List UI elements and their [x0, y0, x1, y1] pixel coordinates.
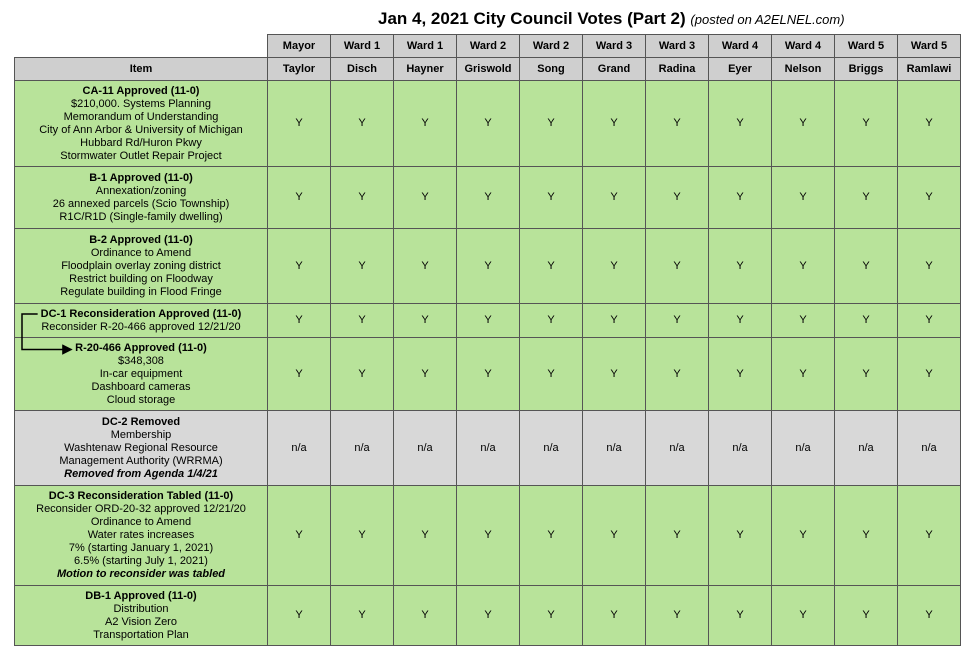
- vote-cell: Y: [898, 486, 961, 586]
- vote-cell: Y: [709, 586, 772, 646]
- vote-cell: Y: [583, 486, 646, 586]
- page-title: [378, 9, 978, 29]
- vote-cell: Y: [835, 486, 898, 586]
- vote-cell: Y: [268, 229, 331, 304]
- item-title: CA-11 Approved (11-0): [82, 84, 200, 97]
- item-cell: [15, 81, 268, 167]
- item-cell: [15, 304, 268, 338]
- table-row: [15, 304, 961, 338]
- item-detail-line: City of Ann Arbor & University of Michigan: [39, 123, 243, 136]
- vote-cell: Y: [268, 586, 331, 646]
- vote-cell: Y: [520, 304, 583, 338]
- vote-cell: n/a: [457, 411, 520, 486]
- vote-cell: Y: [268, 486, 331, 586]
- table-row: [15, 229, 961, 304]
- vote-cell: Y: [394, 81, 457, 167]
- vote-cell: Y: [520, 81, 583, 167]
- item-detail-line: Restrict building on Floodway: [69, 272, 213, 285]
- item-detail-line: Floodplain overlay zoning district: [61, 259, 221, 272]
- vote-cell: Y: [457, 486, 520, 586]
- member-header: Griswold: [457, 58, 520, 81]
- item-cell: [15, 338, 268, 411]
- votes-table: [14, 34, 961, 646]
- vote-cell: Y: [520, 229, 583, 304]
- vote-cell: Y: [772, 338, 835, 411]
- vote-cell: Y: [394, 304, 457, 338]
- vote-cell: Y: [709, 229, 772, 304]
- table-row: [15, 338, 961, 411]
- ward-header: Ward 3: [646, 35, 709, 58]
- item-detail-line: Hubbard Rd/Huron Pkwy: [80, 136, 202, 149]
- vote-cell: Y: [835, 81, 898, 167]
- item-detail-line: 6.5% (starting July 1, 2021): [74, 555, 208, 567]
- vote-cell: Y: [394, 167, 457, 229]
- vote-cell: Y: [772, 304, 835, 338]
- vote-cell: Y: [520, 167, 583, 229]
- item-detail-line: Reconsider R-20-466 approved 12/21/20: [41, 320, 241, 333]
- vote-cell: Y: [709, 338, 772, 411]
- vote-cell: Y: [835, 304, 898, 338]
- vote-cell: Y: [331, 81, 394, 167]
- vote-cell: Y: [457, 229, 520, 304]
- item-cell: [15, 167, 268, 229]
- vote-cell: Y: [457, 304, 520, 338]
- vote-cell: Y: [898, 229, 961, 304]
- vote-cell: Y: [268, 81, 331, 167]
- vote-cell: n/a: [772, 411, 835, 486]
- member-header: Song: [520, 58, 583, 81]
- vote-cell: Y: [394, 338, 457, 411]
- item-detail-line: Stormwater Outlet Repair Project: [60, 149, 222, 162]
- vote-cell: Y: [709, 81, 772, 167]
- vote-cell: Y: [646, 486, 709, 586]
- header-row-ward: [15, 35, 961, 58]
- vote-cell: Y: [835, 586, 898, 646]
- title-text: Jan 4, 2021 City Council Votes (Part 2): [378, 9, 686, 28]
- ward-header: Mayor: [268, 35, 331, 58]
- item-detail-line: Memorandum of Understanding: [63, 110, 219, 123]
- vote-cell: Y: [835, 338, 898, 411]
- vote-cell: n/a: [331, 411, 394, 486]
- vote-cell: Y: [583, 81, 646, 167]
- vote-cell: Y: [835, 229, 898, 304]
- item-detail-line: 26 annexed parcels (Scio Township): [52, 197, 230, 210]
- item-cell: [15, 586, 268, 646]
- member-header: Disch: [331, 58, 394, 81]
- item-detail-line: A2 Vision Zero: [105, 615, 177, 628]
- vote-cell: Y: [583, 229, 646, 304]
- vote-cell: n/a: [583, 411, 646, 486]
- member-header: Ramlawi: [898, 58, 961, 81]
- vote-cell: Y: [457, 338, 520, 411]
- vote-cell: Y: [457, 167, 520, 229]
- vote-cell: Y: [457, 81, 520, 167]
- item-title: B-1 Approved (11-0): [89, 171, 193, 184]
- vote-cell: Y: [772, 167, 835, 229]
- item-detail-line: Dashboard cameras: [91, 380, 191, 393]
- vote-cell: Y: [772, 229, 835, 304]
- item-title: DC-2 Removed: [101, 415, 181, 428]
- vote-cell: Y: [331, 229, 394, 304]
- item-detail-line: Distribution: [113, 602, 169, 615]
- ward-header: Ward 2: [457, 35, 520, 58]
- item-detail-line: Washtenaw Regional Resource: [64, 441, 218, 454]
- vote-cell: n/a: [268, 411, 331, 486]
- vote-cell: Y: [898, 338, 961, 411]
- vote-cell: n/a: [709, 411, 772, 486]
- item-detail-line: Water rates increases: [87, 529, 195, 541]
- vote-cell: Y: [709, 167, 772, 229]
- vote-cell: Y: [583, 338, 646, 411]
- vote-cell: Y: [520, 586, 583, 646]
- item-detail-line: Regulate building in Flood Fringe: [60, 285, 222, 298]
- vote-cell: Y: [457, 586, 520, 646]
- item-title: DB-1 Approved (11-0): [85, 589, 197, 602]
- item-header: Item: [15, 58, 268, 81]
- vote-cell: Y: [709, 486, 772, 586]
- vote-cell: Y: [772, 486, 835, 586]
- vote-cell: Y: [709, 304, 772, 338]
- header-row-name: [15, 58, 961, 81]
- ward-header: Ward 3: [583, 35, 646, 58]
- vote-cell: Y: [898, 167, 961, 229]
- vote-cell: Y: [331, 304, 394, 338]
- item-detail-line: Ordinance to Amend: [90, 246, 192, 259]
- vote-cell: Y: [646, 304, 709, 338]
- vote-cell: Y: [394, 229, 457, 304]
- vote-cell: Y: [646, 586, 709, 646]
- member-header: Nelson: [772, 58, 835, 81]
- item-detail-line: $348,308: [118, 354, 164, 367]
- vote-cell: Y: [835, 167, 898, 229]
- item-detail-line: 7% (starting January 1, 2021): [68, 542, 214, 554]
- item-note: Motion to reconsider was tabled: [56, 568, 226, 580]
- vote-cell: Y: [772, 586, 835, 646]
- vote-cell: Y: [583, 586, 646, 646]
- item-detail-line: Annexation/zoning: [95, 184, 187, 197]
- ward-header: Ward 1: [331, 35, 394, 58]
- vote-cell: Y: [646, 229, 709, 304]
- vote-cell: n/a: [520, 411, 583, 486]
- vote-cell: n/a: [898, 411, 961, 486]
- vote-cell: Y: [898, 81, 961, 167]
- table-row: [15, 411, 961, 486]
- vote-cell: Y: [331, 338, 394, 411]
- vote-cell: Y: [583, 304, 646, 338]
- vote-cell: Y: [646, 81, 709, 167]
- table-row: [15, 81, 961, 167]
- ward-header: Ward 1: [394, 35, 457, 58]
- item-detail-line: Management Authority (WRRMA): [59, 454, 223, 467]
- vote-cell: n/a: [394, 411, 457, 486]
- title-subtitle: (posted on A2ELNEL.com): [690, 12, 845, 27]
- vote-cell: Y: [268, 338, 331, 411]
- member-header: Eyer: [709, 58, 772, 81]
- vote-cell: n/a: [646, 411, 709, 486]
- vote-cell: Y: [331, 167, 394, 229]
- item-title: DC-3 Reconsideration Tabled (11-0): [48, 490, 234, 502]
- vote-cell: Y: [331, 586, 394, 646]
- vote-cell: Y: [898, 586, 961, 646]
- item-detail-line: Reconsider ORD-20-32 approved 12/21/20: [36, 503, 246, 515]
- table-row: [15, 586, 961, 646]
- item-detail-line: Cloud storage: [106, 393, 176, 406]
- ward-header: Ward 5: [835, 35, 898, 58]
- item-cell: [15, 411, 268, 486]
- item-detail-line: R1C/R1D (Single-family dwelling): [59, 210, 223, 223]
- vote-cell: Y: [520, 486, 583, 586]
- ward-header: Ward 5: [898, 35, 961, 58]
- vote-cell: Y: [646, 338, 709, 411]
- vote-cell: Y: [520, 338, 583, 411]
- ward-header: Ward 4: [709, 35, 772, 58]
- vote-cell: n/a: [835, 411, 898, 486]
- vote-cell: Y: [394, 486, 457, 586]
- item-detail-line: In-car equipment: [99, 367, 183, 380]
- item-detail-line: $210,000. Systems Planning: [70, 97, 212, 110]
- member-header: Grand: [583, 58, 646, 81]
- vote-cell: Y: [394, 586, 457, 646]
- member-header: Radina: [646, 58, 709, 81]
- vote-cell: Y: [772, 81, 835, 167]
- vote-cell: Y: [583, 167, 646, 229]
- vote-cell: Y: [331, 486, 394, 586]
- item-title: B-2 Approved (11-0): [89, 233, 193, 246]
- vote-cell: Y: [268, 304, 331, 338]
- votes-body: [15, 81, 961, 646]
- item-detail-line: Transportation Plan: [93, 628, 189, 641]
- table-row: [15, 486, 961, 586]
- table-row: [15, 167, 961, 229]
- header-blank: [15, 35, 268, 58]
- item-note: Removed from Agenda 1/4/21: [64, 467, 218, 480]
- item-cell: [15, 229, 268, 304]
- ward-header: Ward 4: [772, 35, 835, 58]
- item-cell: [15, 486, 268, 586]
- item-detail-line: Ordinance to Amend: [90, 516, 192, 528]
- item-title: R-20-466 Approved (11-0): [75, 341, 207, 354]
- member-header: Taylor: [268, 58, 331, 81]
- member-header: Briggs: [835, 58, 898, 81]
- vote-cell: Y: [268, 167, 331, 229]
- item-title: DC-1 Reconsideration Approved (11-0): [40, 307, 242, 320]
- vote-cell: Y: [646, 167, 709, 229]
- ward-header: Ward 2: [520, 35, 583, 58]
- vote-cell: Y: [898, 304, 961, 338]
- member-header: Hayner: [394, 58, 457, 81]
- item-detail-line: Membership: [110, 428, 172, 441]
